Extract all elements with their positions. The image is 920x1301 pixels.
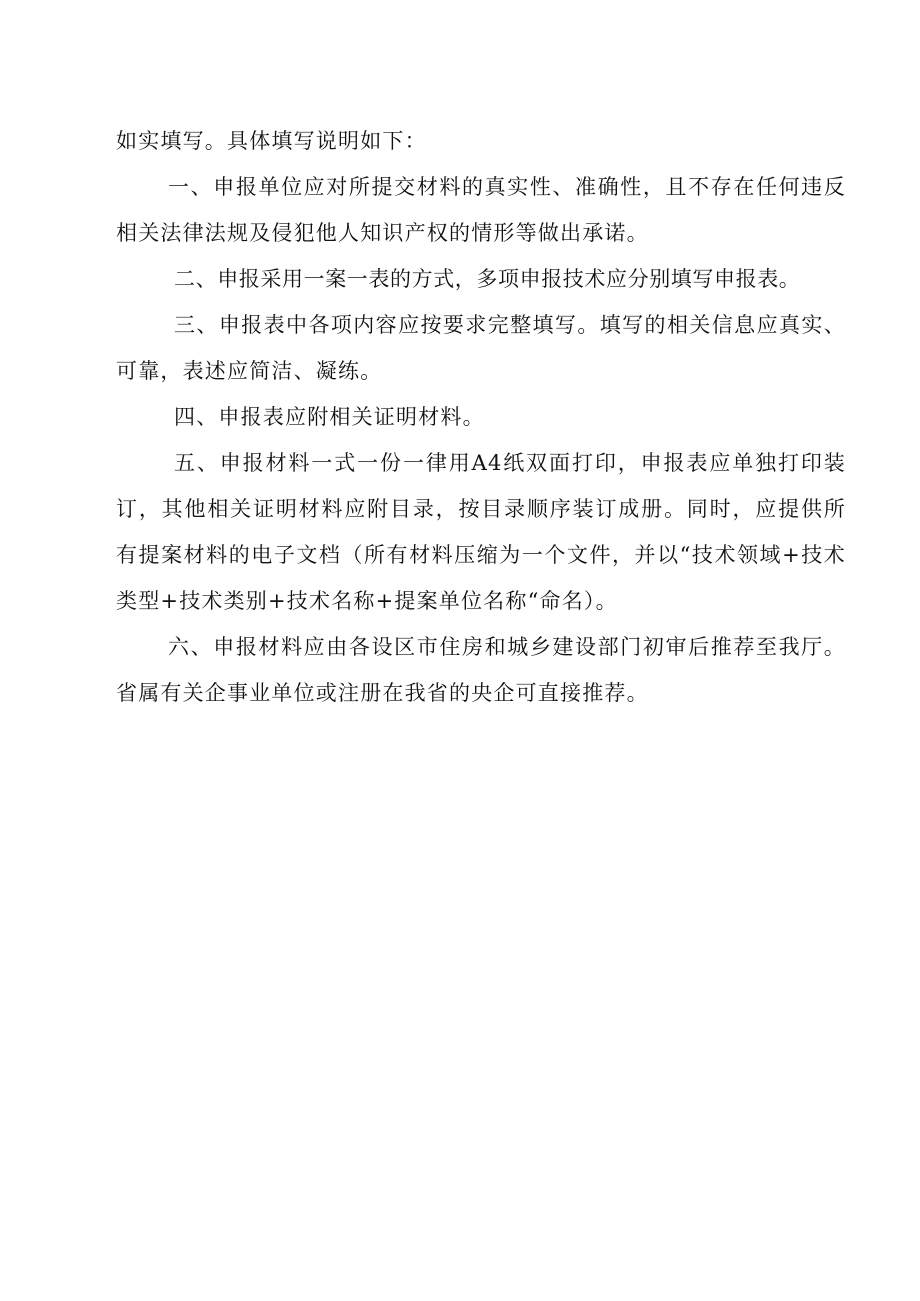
paragraph-item-3: 三、申报表中各项内容应按要求完整填写。填写的相关信息应真实、可靠，表述应简洁、凝练。 [116, 313, 846, 383]
paragraph-item-5: 五、申报材料一式一份一律用A4纸双面打印，申报表应单独打印装订，其他相关证明材料应附目录，按目录顺序装订成册。同时，应提供所有提案材料的电子文档（所有材料压缩为一个文件，并以“技术领域+技术类型+技术类别+技术名称+提案单位名称“命名）。 [116, 451, 846, 613]
paragraph-intro: 如实填写。具体填写说明如下： [116, 129, 427, 153]
paragraph-item-1: 一、申报单位应对所提交材料的真实性、准确性，且不存在任何违反相关法律法规及侵犯他人知识产权的情形等做出承诺。 [116, 175, 846, 245]
document-body [116, 118, 846, 716]
paragraph-item-6: 六、申报材料应由各设区市住房和城乡建设部门初审后推荐至我厅。省属有关企事业单位或注册在我省的央企可直接推荐。 [116, 635, 846, 705]
paragraph-item-4: 四、申报表应附相关证明材料。 [174, 405, 485, 429]
paragraph-item-2: 二、申报采用一案一表的方式，多项申报技术应分别填写申报表。 [174, 267, 801, 291]
